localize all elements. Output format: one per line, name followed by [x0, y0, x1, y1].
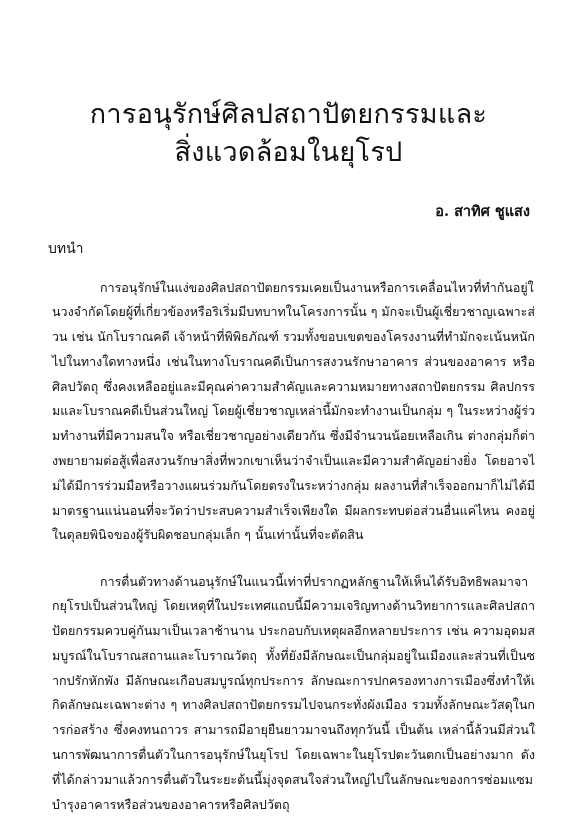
author-name: อ. สาทิศ ชูแสง [435, 203, 530, 220]
section-heading: บทนำ [48, 241, 84, 257]
paragraph-1: การอนุรักษ์ในแง่ของศิลปสถาปัตยกรรมเคยเป็นงานหรือการเคลื่อนไหวที่ทำกันอยู่ในวงจำกัดโดยผู้ที่เกี่ยวข้องหรือริเริ่มมีบทบาทในโครงการนั้น ๆ มักจะเป็นผู้เชี่ยวชาญเฉพาะส่วน เช่น นักโบราณคดี เจ้าหน้าที่พิพิธภัณฑ์ รวมทั้งขอบเขตของโครงงานที่ทำมักจะเน้นหนักไปในทางใดทางหนึ่ง เช่นในทางโบราณคดีเป็นการสงวนรักษาอาคาร ส่วนของอาคาร หรือศิลปวัตถุ ซึ่งคงเหลืออยู่และมีคุณค่าความสำคัญและความหมายทางสถาปัตยกรรม ศิลปกรรมและโบราณคดีเป็นส่วนใหญ่ โดยผู้เชี่ยวชาญเหล่านี้มักจะทำงานเป็นกลุ่ม ๆ ในระหว่างผู้ร่วมทำงานที่มีความสนใจ หรือเชี่ยวชาญอย่างเดียวกัน ซึ่งมีจำนวนน้อยเหลือเกิน ต่างกลุ่มก็ต่างพยายามต่อสู้เพื่อสงวนรักษาสิ่งที่พวกเขาเห็นว่าจำเป็นและมีความสำคัญอย่างยิ่ง โดยอาจไม่ได้มีการร่วมมือหรือวางแผนร่วมกันโดยตรงในระหว่างกลุ่ม ผลงานที่สำเร็จออกมาก็ไม่ได้มีมาตรฐานแน่นอนที่จะวัดว่าประสบความสำเร็จเพียงใด มีผลกระทบต่อส่วนอื่นแค่ไหน คงอยู่ในดุลยพินิจของผู้รับผิดชอบกลุ่มเล็ก ๆ นั้นเท่านั้นที่จะตัดสิน [52, 279, 535, 543]
title-line-1: การอนุรักษ์ศิลปสถาปัตยกรรมและ [89, 99, 488, 130]
title-line-2: สิ่งแวดล้อมในยุโรป [174, 137, 403, 168]
paragraph-2: การตื่นตัวทางด้านอนุรักษ์ในแนวนี้เท่าที่ปรากฏหลักฐานให้เห็นได้รับอิทธิพลมาจากยุโรปเป็นส่วนใหญ่ โดยเหตุที่ในประเทศแถบนี้มีความเจริญทางด้านวิทยาการและศิลปสถาปัตยกรรมควบคู่กันมาเป็นเวลาช้านาน ประกอบกับเหตุผลอีกหลายประการ เช่น ความอุดมสมบูรณ์ในโบราณสถานและโบราณวัตถุ ทั้งที่ยังมีลักษณะเป็นกลุ่มอยู่ในเมืองและส่วนที่เป็นซากปรักหักพัง มีลักษณะเกือบสมบูรณ์ทุกประการ ลักษณะการปกครองทางการเมืองซึ่งทำให้เกิดลักษณะเฉพาะต่าง ๆ ทางศิลปสถาปัตยกรรมไปจนกระทั่งผังเมือง รวมทั้งลักษณะวัสดุในการก่อสร้าง ซึ่งคงทนถาวร สามารถมีอายุยืนยาวมาจนถึงทุกวันนี้ เป็นต้น เหล่านี้ล้วนมีส่วนในการพัฒนาการตื่นตัวในการอนุรักษ์ในยุโรป โดยเฉพาะในยุโรปตะวันตกเป็นอย่างมาก ดังที่ได้กล่าวมาแล้วการตื่นตัวในระยะต้นนี้มุ่งจุดสนใจส่วนใหญ่ไปในลักษณะของการซ่อมแซมบำรุงอาคารหรือส่วนของอาคารหรือศิลปวัตถุ [52, 573, 535, 812]
